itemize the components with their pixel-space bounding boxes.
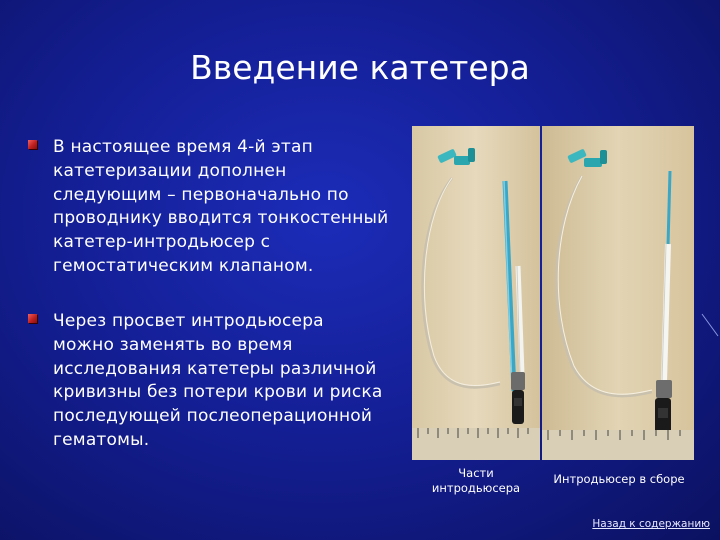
slide-title: Введение катетера [190,48,530,87]
photo-introducer-parts [412,126,540,460]
back-to-contents-link[interactable]: Назад к содержанию [592,518,710,530]
bullet-marker-icon [28,140,37,149]
photo-caption-parts: Части интродьюсера [431,466,521,495]
bullet-item-2 [28,310,418,453]
bullet-text-2: Через просвет интродьюсера можно заменять во время исследования катетеры различной кривизны без потери крови и риска последующей послеоперационной гематомы. [53,311,383,450]
photo-caption-assembled: Интродьюсер в сборе [553,472,685,486]
bullet-marker-icon [28,314,37,323]
photo-introducer-assembled [542,126,694,460]
decorative-line [700,310,720,340]
bullet-text-1: В настоящее время 4-й этап катетеризации дополнен следующим – первоначально по проводнику вводится тонкостенный катетер-интродьюсер с гемостатическим клапаном. [53,137,389,276]
bullet-item-1 [28,136,418,279]
